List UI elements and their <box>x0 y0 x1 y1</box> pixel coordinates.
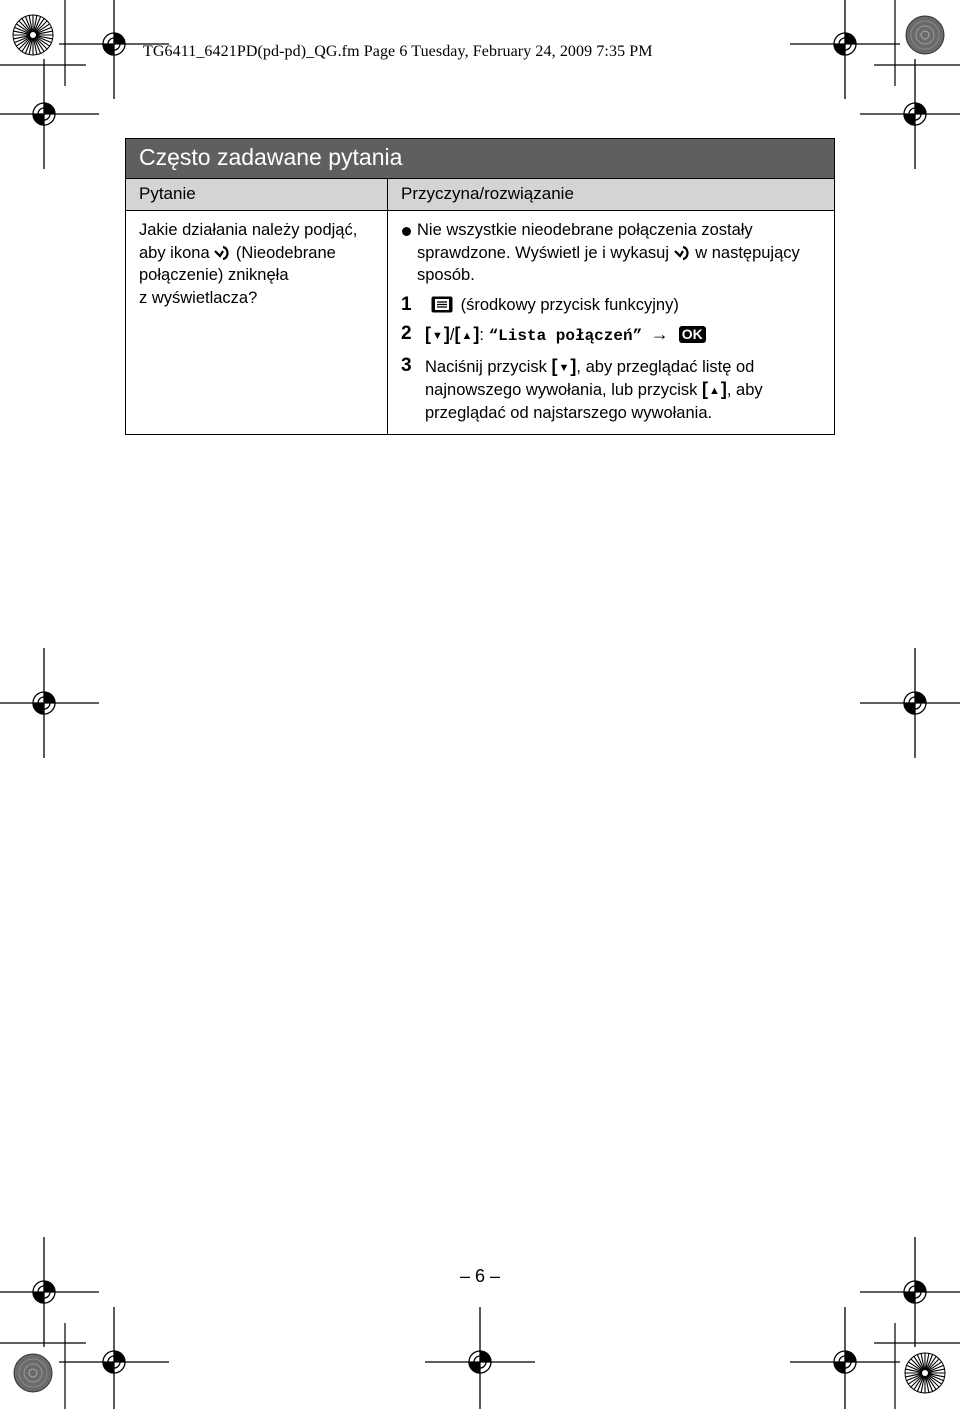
step-number: 1 <box>401 293 412 315</box>
up-key: ▲ <box>708 385 720 397</box>
down-key: ▼ <box>432 330 443 342</box>
ok-key: OK <box>679 326 706 343</box>
arrow-icon: → <box>650 324 669 344</box>
crosshair-icon <box>860 1237 960 1347</box>
faq-title: Często zadawane pytania <box>126 139 834 179</box>
crosshair-icon <box>860 59 960 169</box>
step-3: 3 Naciśnij przycisk [▼], aby przeglądać listę od najnowszego wywołania, lub przycisk [▲], aby przeglądać od najstarszego wywołania. <box>401 355 824 425</box>
col-question-heading: Pytanie <box>126 179 388 210</box>
sunburst-target-icon <box>14 1354 52 1392</box>
down-key: ▼ <box>558 361 570 374</box>
crosshair-icon <box>0 59 99 169</box>
question-cell <box>126 211 388 434</box>
question-line: aby ikona (Nieodebrane <box>139 243 336 262</box>
step-2: 2 [▼]/[▲]: “Lista połączeń” → OK <box>401 323 824 348</box>
faq-table <box>125 138 835 435</box>
col-answer-heading: Przyczyna/rozwiązanie <box>401 184 574 203</box>
page-number: – 6 – <box>459 1266 501 1286</box>
up-key: ▲ <box>461 330 473 342</box>
faq-row <box>126 211 834 434</box>
crosshair-icon <box>0 1237 99 1347</box>
answer-cell <box>388 211 834 434</box>
menu-item-name: “Lista połączeń” <box>488 327 643 345</box>
sunburst-target-icon <box>905 1353 945 1393</box>
step-number: 3 <box>401 354 412 376</box>
missed-call-icon <box>674 245 691 261</box>
menu-key-icon <box>431 296 453 313</box>
missed-call-icon <box>214 245 231 261</box>
print-header-line: TG6411_6421PD(pd-pd)_QG.fm Page 6 Tuesday, February 24, 2009 7:35 PM <box>143 43 653 60</box>
sunburst-target-icon <box>13 15 53 55</box>
answer-bullet: Nie wszystkie nieodebrane połączenia zostały sprawdzone. Wyświetl je i wykasuj w następujący sposób. <box>401 219 824 287</box>
faq-header-row <box>126 179 834 211</box>
crosshair-icon <box>790 1307 900 1409</box>
question-line: Jakie działania należy podjąć, <box>139 221 358 239</box>
crosshair-icon <box>425 1307 535 1409</box>
question-line: połączenie) zniknęła <box>139 266 289 284</box>
step-number: 2 <box>401 323 412 344</box>
crosshair-icon <box>860 648 960 758</box>
question-line: z wyświetlacza? <box>139 288 258 307</box>
step-1: 1 (środkowy przycisk funkcyjny) <box>401 293 679 315</box>
crosshair-icon <box>59 1307 169 1409</box>
sunburst-target-icon <box>906 16 944 54</box>
crosshair-icon <box>0 648 99 758</box>
crosshair-icon <box>790 0 900 99</box>
bullet-icon <box>402 227 411 236</box>
